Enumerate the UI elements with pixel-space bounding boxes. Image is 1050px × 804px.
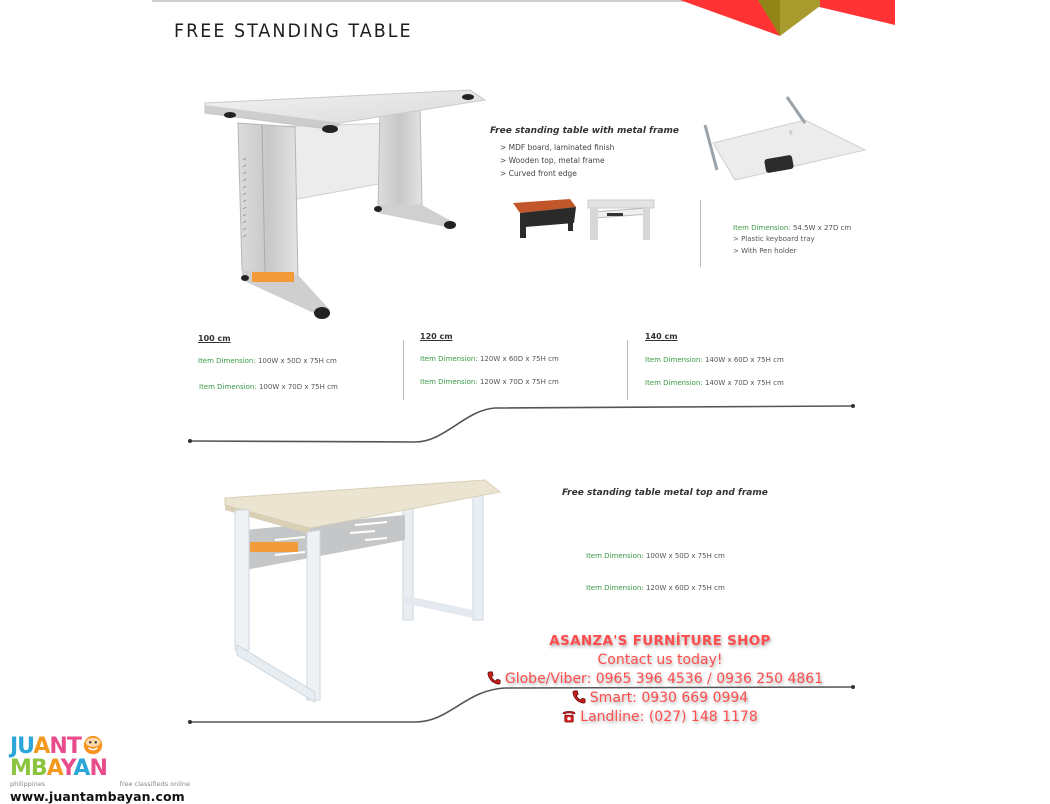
feature-item: > Wooden top, metal frame <box>500 156 605 165</box>
product1-title: Free standing table with metal frame <box>490 126 679 136</box>
decorative-triangles <box>670 0 900 40</box>
section-divider-curve <box>185 400 865 450</box>
contact-block <box>470 632 850 727</box>
product2-dimensions: Item Dimension: 100W x 50D x 75H cm Item Dimension: 120W x 60D x 75H cm <box>586 552 725 592</box>
product1-features <box>500 141 679 180</box>
size-column-100: 100 cm Item Dimension: 100W x 50D x 75H cm Item Dimension: 100W x 70D x 75H cm <box>198 334 338 391</box>
globe-viber-line <box>460 670 850 689</box>
mascot-icon <box>81 735 105 757</box>
contact-cta: Contact us today! <box>597 652 723 668</box>
keyboard-tray-description: Item Dimension: 54.5W x 27D cm > Plastic keyboard tray > With Pen holder <box>733 224 852 255</box>
shop-name: ASANZA'S FURNİTURE SHOP <box>549 633 771 649</box>
logo-wordmark: JUANTMBAYAN <box>10 734 107 781</box>
page-title: FREE STANDING TABLE <box>174 20 413 42</box>
divider <box>700 200 701 267</box>
divider <box>627 340 628 400</box>
brand-sticker <box>250 542 298 552</box>
product2-description <box>562 488 768 498</box>
globe-viber-number: Globe/Viber: 0965 396 4536 / 0936 250 4861 <box>504 671 824 687</box>
tray-variant-thumbnail <box>585 198 657 243</box>
feature-item: > Curved front edge <box>500 169 577 178</box>
landline-line <box>470 708 850 727</box>
feature-item: > With Pen holder <box>733 247 797 255</box>
wooden-variant-thumbnail <box>510 195 580 240</box>
logo-tagline: philippines free classifieds online <box>10 780 190 788</box>
feature-item: > Plastic keyboard tray <box>733 235 815 243</box>
smart-number: Smart: 0930 669 0994 <box>589 690 749 706</box>
phone-icon <box>572 690 586 704</box>
svg-text:Y: Y <box>789 130 793 137</box>
brand-sticker <box>252 272 294 282</box>
product2-title: Free standing table metal top and frame <box>562 488 768 498</box>
juantambayan-logo <box>10 734 195 804</box>
phone-icon <box>487 671 501 685</box>
metal-frame-table-image <box>200 75 490 325</box>
product1-description <box>490 126 679 180</box>
divider <box>403 340 404 400</box>
size-column-120: 120 cm Item Dimension: 120W x 60D x 75H cm Item Dimension: 120W x 70D x 75H cm <box>420 332 559 386</box>
smart-line <box>470 689 850 708</box>
feature-item: > MDF board, laminated finish <box>500 143 615 152</box>
telephone-icon <box>562 709 576 723</box>
logo-url: www.juantambayan.com <box>10 789 185 804</box>
size-column-140: 140 cm Item Dimension: 140W x 60D x 75H cm Item Dimension: 140W x 70D x 75H cm <box>645 332 784 387</box>
keyboard-tray-image <box>695 95 875 185</box>
landline-number: Landline: (027) 148 1178 <box>580 709 758 725</box>
